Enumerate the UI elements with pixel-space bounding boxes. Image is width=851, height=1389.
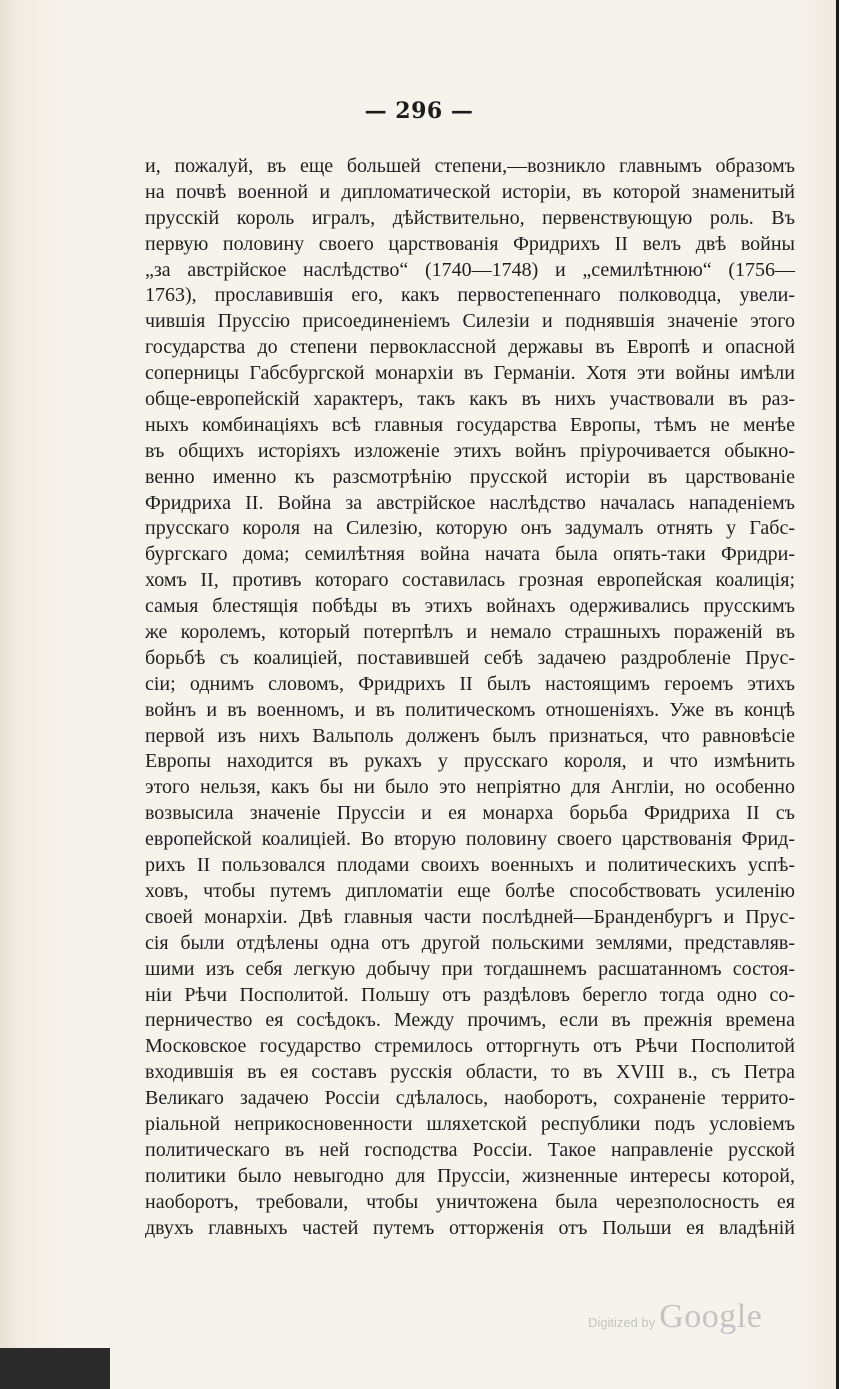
- body-text: [145, 154, 795, 1241]
- text-line: ріальной неприкосновенности шляхетской республики подъ условіемъ: [145, 1112, 795, 1135]
- text-line: Европы находится въ рукахъ у прусскаго короля, и что измѣнить: [145, 750, 795, 773]
- text-line: соперницы Габсбургской монархіи въ Германіи. Хотя эти войны имѣли: [145, 362, 795, 385]
- text-line: ныхъ комбинаціяхъ всѣ главныя государства Европы, тѣмъ не менѣе: [145, 413, 795, 436]
- digitized-watermark: [588, 1298, 762, 1336]
- text-line: борьбѣ съ коалиціей, поставившей себѣ задачею раздробленіе Прус-: [145, 646, 795, 669]
- text-line: политическаго въ ней господства Россіи. Такое направленіе русской: [145, 1138, 795, 1161]
- text-line: перничество ея сосѣдокъ. Между прочимъ, если въ прежнія времена: [145, 1009, 795, 1032]
- text-line: Великаго задачею Россіи сдѣлалось, наоборотъ, сохраненіе террито-: [145, 1087, 795, 1110]
- text-line: войнъ и въ военномъ, и въ политическомъ отношеніяхъ. Уже въ концѣ: [145, 698, 795, 721]
- text-line: „за австрійское наслѣдство“ (1740—1748) и „семилѣтнюю“ (1756—: [145, 258, 795, 281]
- text-line: самыя блестящія побѣды въ этихъ войнахъ одерживались прусскимъ: [145, 595, 795, 618]
- text-line: двухъ главныхъ частей путемъ отторженія отъ Польши ея владѣній: [145, 1216, 795, 1239]
- text-line: возвысила значеніе Пруссіи и ея монарха борьба Фридриха II съ: [145, 802, 795, 825]
- text-line: чившія Пруссію присоединеніемъ Силезіи и поднявшія значеніе этого: [145, 310, 795, 333]
- text-line: венно именно къ разсмотрѣнію прусской исторіи въ царствованіе: [145, 465, 795, 488]
- text-line: на почвѣ военной и дипломатической исторіи, въ которой знаменитый: [145, 180, 795, 203]
- text-line: бургскаго дома; семилѣтняя война начата была опять-таки Фридри-: [145, 543, 795, 566]
- text-line: рихъ II пользовался плодами своихъ военныхъ и политическихъ успѣ-: [145, 854, 795, 877]
- text-line: ніи Рѣчи Посполитой. Польшу отъ раздѣловъ берегло тогда одно со-: [145, 983, 795, 1006]
- text-line: прусскій король игралъ, дѣйствительно, первенствующую роль. Въ: [145, 206, 795, 229]
- page-number: — 296 —: [364, 98, 474, 124]
- text-line: первой изъ нихъ Вальполь долженъ былъ признаться, что равновѣсіе: [145, 724, 795, 747]
- text-line: Фридриха II. Война за австрійское наслѣдство началась нападеніемъ: [145, 491, 795, 514]
- text-line: европейской коалиціей. Во вторую половину своего царствованія Фрид-: [145, 828, 795, 851]
- text-line: наоборотъ, требовали, чтобы уничтожена была черезполосность ея: [145, 1190, 795, 1213]
- text-line: 1763), прославившія его, какъ первостепеннаго полководца, увели-: [145, 284, 795, 307]
- text-line: прусскаго короля на Силезію, которую онъ задумалъ отнять у Габс-: [145, 517, 795, 540]
- text-line: и, пожалуй, въ еще большей степени,—возникло главнымъ образомъ: [145, 155, 795, 177]
- page-edge: [836, 0, 839, 1389]
- text-line: государства до степени первоклассной державы въ Европѣ и опасной: [145, 336, 795, 359]
- text-line: обще-европейскій характеръ, такъ какъ въ нихъ участвовали въ раз-: [145, 388, 795, 411]
- text-line: въ общихъ исторіяхъ изложеніе этихъ войнъ пріурочивается обыкно-: [145, 439, 795, 462]
- text-line: политики было невыгодно для Пруссіи, жизненные интересы которой,: [145, 1164, 795, 1187]
- page-gutter: [838, 0, 851, 1389]
- text-line: Московское государство стремилось отторгнуть отъ Рѣчи Посполитой: [145, 1035, 795, 1058]
- text-line: сія были отдѣлены одна отъ другой польскими землями, представляв-: [145, 931, 795, 954]
- text-line: этого нельзя, какъ бы ни было это непріятно для Англіи, но особенно: [145, 776, 795, 799]
- text-line: входившія въ ея составъ русскія области, то въ XVIII в., съ Петра: [145, 1061, 795, 1084]
- text-line: шими изъ себя легкую добычу при тогдашнемъ расшатанномъ состоя-: [145, 957, 795, 980]
- text-line: первую половину своего царствованія Фридрихъ II велъ двѣ войны: [145, 232, 795, 255]
- scan-corner-shadow: [0, 1348, 110, 1389]
- watermark-logo: Google: [659, 1298, 763, 1335]
- text-line: своей монархіи. Двѣ главныя части послѣдней—Бранденбургъ и Прус-: [145, 905, 795, 928]
- watermark-prefix: Digitized by: [588, 1315, 656, 1330]
- text-line: сіи; однимъ словомъ, Фридрихъ II былъ настоящимъ героемъ этихъ: [145, 672, 795, 695]
- text-line: хомъ II, противъ котораго составилась грозная европейская коалиція;: [145, 569, 795, 592]
- text-line: же королемъ, который потерпѣлъ и немало страшныхъ пораженій въ: [145, 621, 795, 644]
- text-line: ховъ, чтобы путемъ дипломатіи еще болѣе способствовать усиленію: [145, 879, 795, 902]
